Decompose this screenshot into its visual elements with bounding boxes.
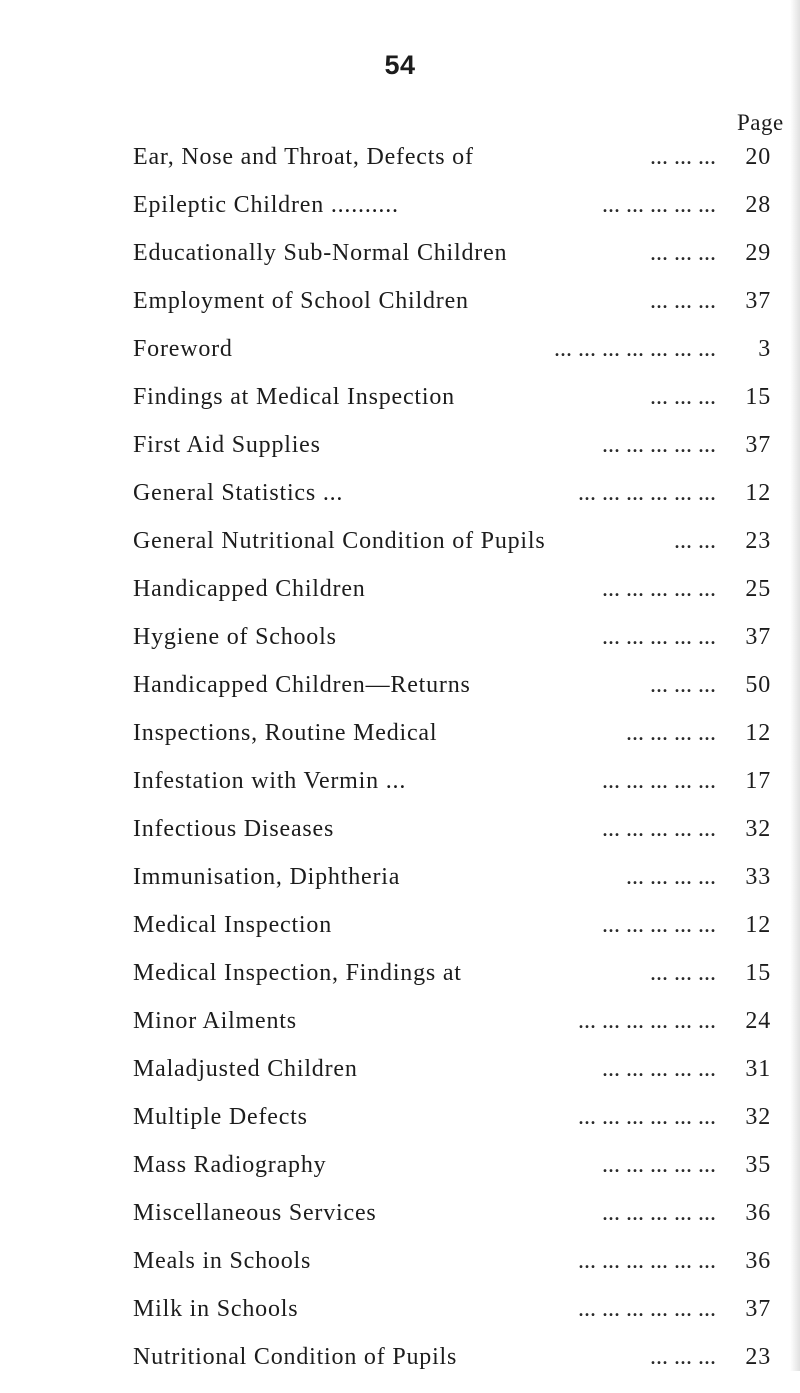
index-entry [0, 1249, 800, 1297]
index-page-ref: 12 [745, 480, 771, 506]
dot-leader: ... ... ... ... ... [602, 624, 716, 650]
page-edge-shadow [790, 0, 800, 1371]
index-page-ref: 17 [745, 768, 771, 794]
index-topic: Mass Radiography [133, 1152, 327, 1178]
dot-leader: ... ... ... ... ... ... [578, 1248, 716, 1274]
index-topic: Miscellaneous Services [133, 1200, 377, 1226]
index-page-ref: 36 [745, 1248, 771, 1274]
dot-leader: ... ... ... ... ... ... [578, 1008, 716, 1034]
dot-leader: ... ... ... [650, 144, 716, 170]
index-page-ref: 28 [745, 192, 771, 218]
index-topic: Ear, Nose and Throat, Defects of [133, 144, 474, 170]
index-page-ref: 23 [745, 1344, 771, 1370]
index-page-ref: 3 [758, 336, 771, 362]
index-page-ref: 36 [745, 1200, 771, 1226]
index-entry [0, 481, 800, 529]
dot-leader: ... ... ... ... ... ... [578, 1296, 716, 1322]
index-entry [0, 1297, 800, 1345]
dot-leader: ... ... ... [650, 1344, 716, 1370]
index-page-ref: 50 [745, 672, 771, 698]
index-page-ref: 15 [745, 960, 771, 986]
index-page-ref: 15 [745, 384, 771, 410]
index-topic: Employment of School Children [133, 288, 469, 314]
index-entry [0, 577, 800, 625]
index-page-ref: 35 [745, 1152, 771, 1178]
dot-leader: ... ... ... [650, 960, 716, 986]
index-page-ref: 24 [745, 1008, 771, 1034]
dot-leader: ... ... ... ... [626, 864, 716, 890]
index-topic: Inspections, Routine Medical [133, 720, 438, 746]
index-page-ref: 37 [745, 624, 771, 650]
index-entry [0, 625, 800, 673]
dot-leader: ... ... [674, 528, 716, 554]
index-entry [0, 1105, 800, 1153]
dot-leader: ... ... ... ... ... [602, 768, 716, 794]
index-entry [0, 913, 800, 961]
index-entry [0, 1153, 800, 1201]
index-page-ref: 32 [745, 816, 771, 842]
index-page-ref: 37 [745, 432, 771, 458]
page-number: 54 [384, 50, 416, 80]
index-entry [0, 961, 800, 1009]
index-entry [0, 865, 800, 913]
dot-leader: ... ... ... [650, 288, 716, 314]
index-page-ref: 31 [745, 1056, 771, 1082]
dot-leader: ... ... ... ... ... [602, 1056, 716, 1082]
index-entry [0, 721, 800, 769]
index-page-ref: 20 [745, 144, 771, 170]
index-entry [0, 145, 800, 193]
index-topic: Minor Ailments [133, 1008, 297, 1034]
index-entry [0, 1345, 800, 1393]
index-topic: Hygiene of Schools [133, 624, 337, 650]
dot-leader: ... ... ... ... ... [602, 432, 716, 458]
index-entry [0, 385, 800, 433]
index-entry [0, 337, 800, 385]
dot-leader: ... ... ... ... ... [602, 912, 716, 938]
index-entry [0, 817, 800, 865]
index-entry [0, 529, 800, 577]
index-page-ref: 12 [745, 912, 771, 938]
dot-leader: ... ... ... ... ... [602, 192, 716, 218]
dot-leader: ... ... ... ... ... [602, 1152, 716, 1178]
dot-leader: ... ... ... ... ... [602, 1200, 716, 1226]
index-list [0, 145, 800, 1393]
index-topic: Medical Inspection [133, 912, 333, 938]
dot-leader: ... ... ... ... [626, 720, 716, 746]
index-topic: Findings at Medical Inspection [133, 384, 455, 410]
index-topic: Foreword [133, 336, 233, 362]
dot-leader: ... ... ... ... ... [602, 816, 716, 842]
index-entry [0, 1009, 800, 1057]
index-page-ref: 32 [745, 1104, 771, 1130]
index-page-ref: 12 [745, 720, 771, 746]
index-entry [0, 433, 800, 481]
index-topic: Handicapped Children [133, 576, 366, 602]
index-page-ref: 33 [745, 864, 771, 890]
dot-leader: ... ... ... [650, 240, 716, 266]
index-entry [0, 193, 800, 241]
index-page-ref: 29 [745, 240, 771, 266]
index-topic: General Statistics ... [133, 480, 344, 506]
index-topic: Infectious Diseases [133, 816, 335, 842]
index-page-ref: 23 [745, 528, 771, 554]
index-topic: General Nutritional Condition of Pupils [133, 528, 546, 554]
index-page-ref: 25 [745, 576, 771, 602]
index-topic: Maladjusted Children [133, 1056, 358, 1082]
dot-leader: ... ... ... [650, 384, 716, 410]
index-topic: Medical Inspection, Findings at [133, 960, 462, 986]
index-entry [0, 1057, 800, 1105]
index-entry [0, 673, 800, 721]
index-page-ref: 37 [745, 288, 771, 314]
index-topic: First Aid Supplies [133, 432, 321, 458]
index-page-ref: 37 [745, 1296, 771, 1322]
dot-leader: ... ... ... ... ... [602, 576, 716, 602]
page-column-header: Page [737, 110, 784, 135]
index-topic: Nutritional Condition of Pupils [133, 1344, 458, 1370]
index-topic: Multiple Defects [133, 1104, 308, 1130]
dot-leader: ... ... ... ... ... ... [578, 480, 716, 506]
dot-leader: ... ... ... [650, 672, 716, 698]
index-entry [0, 769, 800, 817]
index-entry [0, 241, 800, 289]
index-topic: Meals in Schools [133, 1248, 312, 1274]
dot-leader: ... ... ... ... ... ... ... [554, 336, 716, 362]
index-topic: Epileptic Children .......... [133, 192, 399, 218]
dot-leader: ... ... ... ... ... ... [578, 1104, 716, 1130]
index-entry [0, 289, 800, 337]
index-entry [0, 1201, 800, 1249]
index-topic: Infestation with Vermin ... [133, 768, 407, 794]
index-topic: Handicapped Children—Returns [133, 672, 471, 698]
index-topic: Immunisation, Diphtheria [133, 864, 401, 890]
index-topic: Educationally Sub-Normal Children [133, 240, 508, 266]
index-topic: Milk in Schools [133, 1296, 299, 1322]
